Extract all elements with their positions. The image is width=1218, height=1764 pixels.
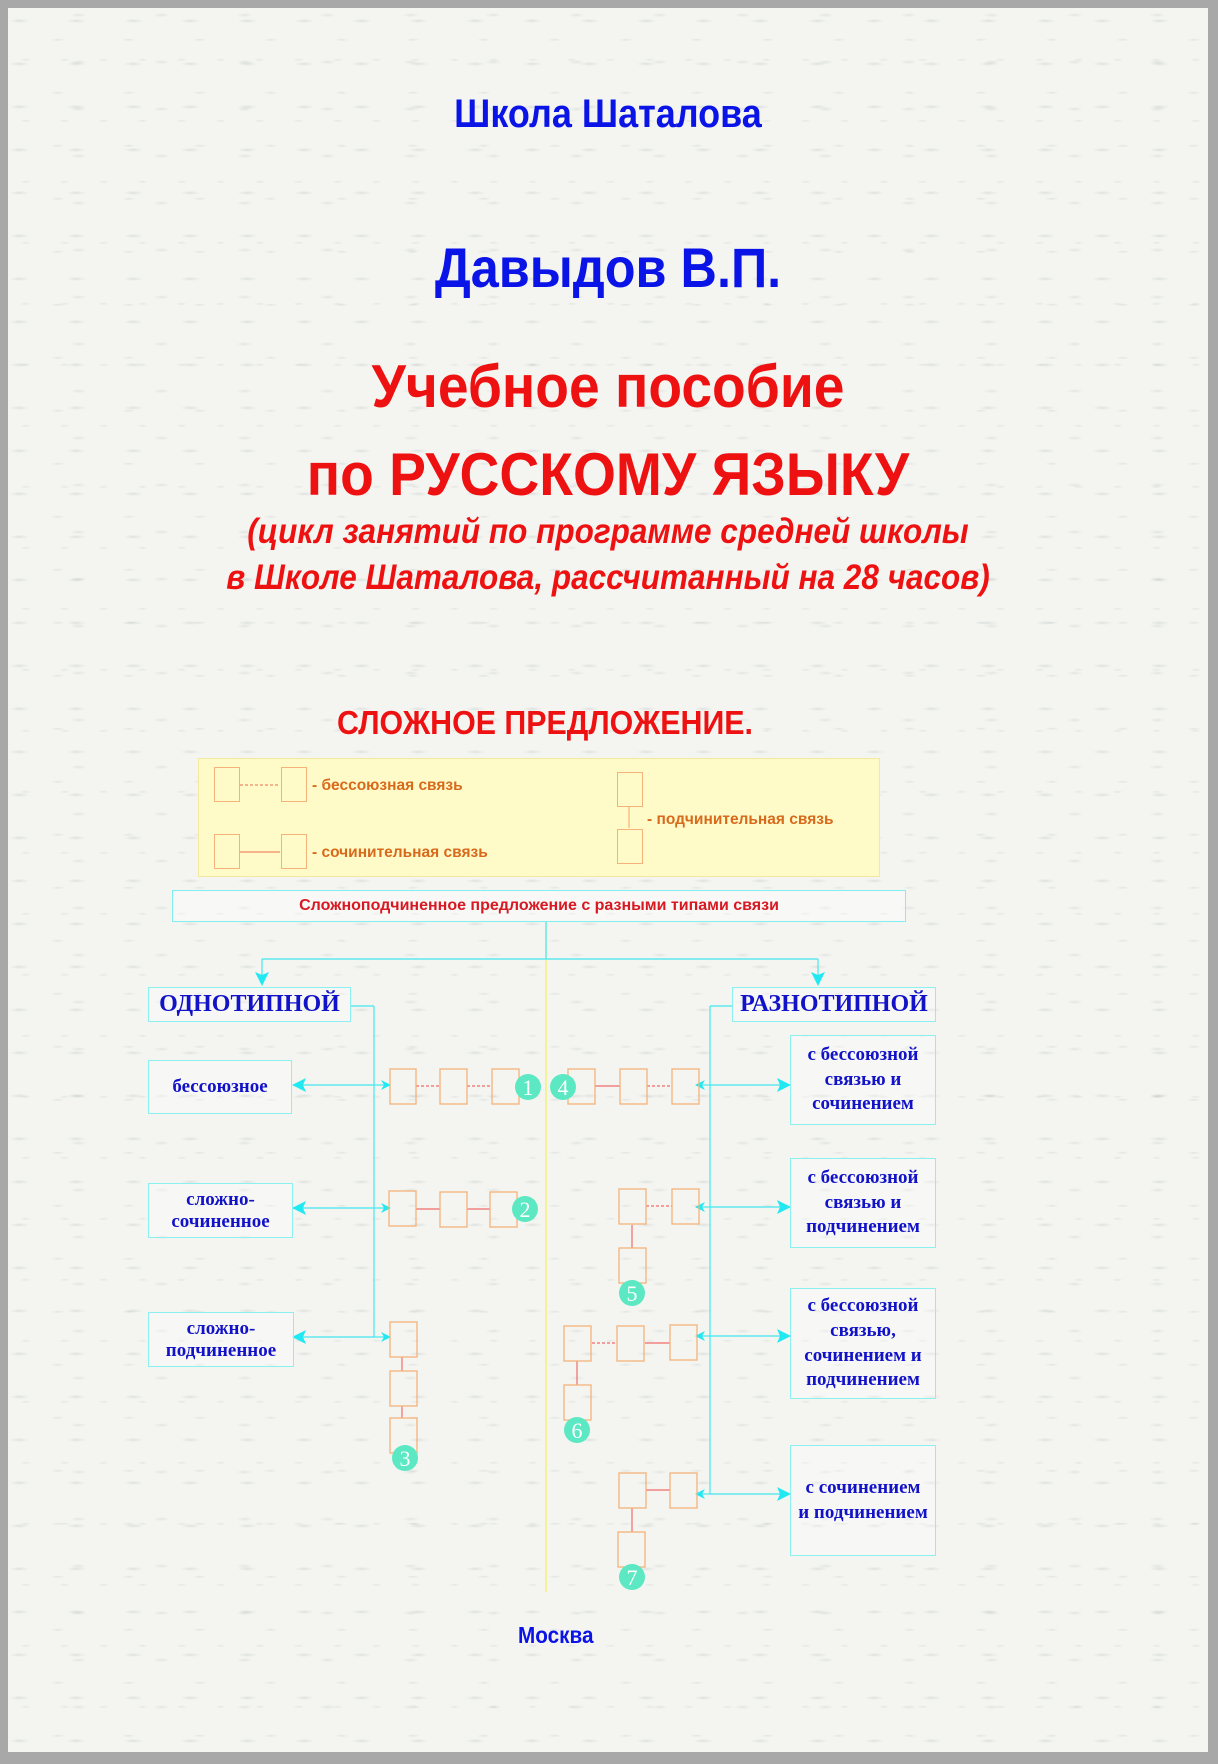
item-line: с бессоюзной (807, 1166, 919, 1188)
diagram-header: Сложноподчиненное предложение с разными типами связи (172, 890, 906, 922)
item-line: с сочинением (805, 1476, 921, 1498)
item-line: связью и (824, 1191, 902, 1213)
clause-box (617, 772, 643, 807)
branch-heterogeneous (732, 987, 936, 1022)
scheme-number-5: 5 (619, 1280, 645, 1306)
clause-box (617, 829, 643, 864)
branch-homogeneous (148, 987, 351, 1022)
type-coordination-subordination (790, 1445, 936, 1556)
type-complex (148, 1312, 294, 1367)
subtitle-line-2: в Школе Шаталова, рассчитанный на 28 часов) (226, 558, 990, 597)
clause-box (281, 767, 307, 802)
item-line: связью и (824, 1068, 902, 1090)
title-line-2: по РУССКОМУ ЯЗЫКУ (306, 441, 910, 508)
scheme-number-6: 6 (564, 1417, 590, 1443)
item-line: сочинением (812, 1093, 914, 1115)
type-compound-line1: сложно- (186, 1188, 255, 1210)
school-name: Школа Шаталова (454, 92, 762, 136)
author-name: Давыдов В.П. (434, 236, 782, 299)
item-line: подчинением (806, 1216, 920, 1238)
clause-box (214, 834, 240, 869)
legend-box (198, 758, 880, 877)
type-complex-line2: подчиненное (165, 1339, 277, 1361)
type-asyndetic-coordination-subordination (790, 1288, 936, 1399)
item-line: с бессоюзной (807, 1043, 919, 1065)
section-title: СЛОЖНОЕ ПРЕДЛОЖЕНИЕ. (337, 704, 753, 741)
scheme-number-7: 7 (619, 1564, 645, 1590)
item-line: связью, (830, 1319, 896, 1341)
type-asyndetic-label: бессоюзное (172, 1076, 268, 1098)
scheme-number-3: 3 (392, 1445, 418, 1471)
item-line: подчинением (806, 1369, 920, 1391)
type-asyndetic (148, 1060, 292, 1114)
branch-homogeneous-label: ОДНОТИПНОЙ (159, 990, 340, 1017)
type-compound (148, 1183, 293, 1238)
scheme-number-1: 1 (515, 1074, 541, 1100)
legend-subordinating: - подчинительная связь (647, 811, 834, 828)
publication-city: Москва (518, 1622, 594, 1648)
type-complex-line1: сложно- (186, 1317, 256, 1339)
type-compound-line2: сочиненное (171, 1210, 270, 1232)
legend-coordinating: - сочинительная связь (312, 844, 488, 861)
title-line-1: Учебное пособие (371, 353, 845, 420)
subtitle-line-1: (цикл занятий по программе средней школы (247, 512, 969, 551)
item-line: с бессоюзной (807, 1295, 919, 1317)
clause-box (214, 767, 240, 802)
legend-asyndetic: - бессоюзная связь (312, 777, 463, 794)
item-line: сочинением и (804, 1344, 922, 1366)
scheme-number-2: 2 (512, 1196, 538, 1222)
type-asyndetic-subordination (790, 1158, 936, 1248)
branch-heterogeneous-label: РАЗНОТИПНОЙ (740, 990, 928, 1017)
clause-box (281, 834, 307, 869)
scheme-number-4: 4 (550, 1074, 576, 1100)
type-asyndetic-coordination (790, 1035, 936, 1125)
item-line: и подчинением (798, 1501, 928, 1523)
